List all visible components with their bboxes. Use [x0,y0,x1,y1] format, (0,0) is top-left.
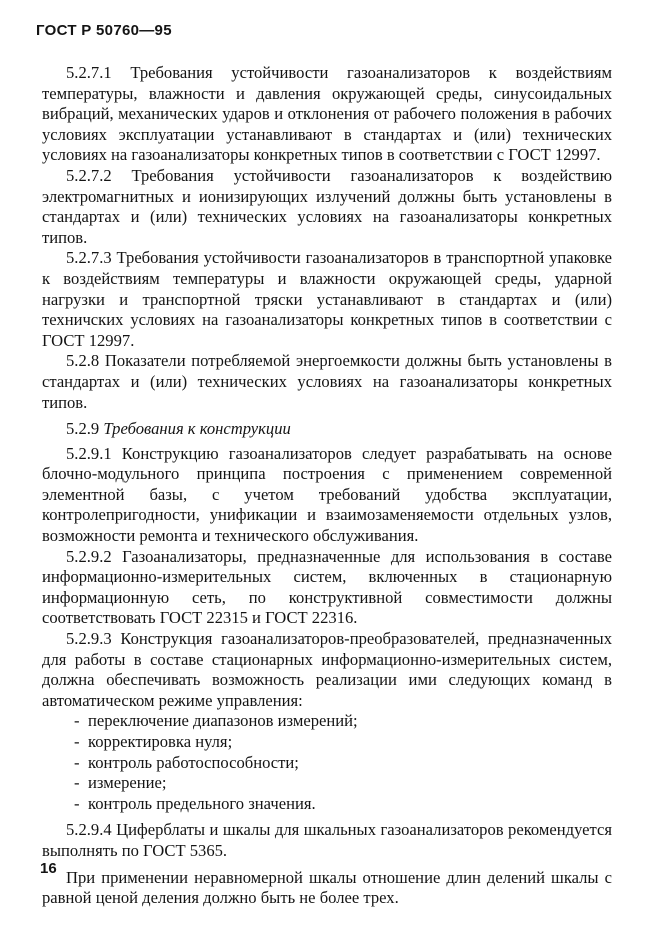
paragraph-5-2-7-3: 5.2.7.3 Требования устойчивости газоанализаторов в транспортной упаковке к воздействиям температуры и влажности окружающей среды, ударной нагрузки и транспортной тряски устанавливают в стандартах и (или) техничских условиях на газоанализаторы конкретных типов в соответствии с ГОСТ 12997. [42,248,612,350]
list-dash: - [74,773,80,793]
paragraph-nonuniform-scale: При применении неравномерной шкалы отношение длин делений шкалы с равной ценой деления должно быть не более трех. [42,867,612,908]
document-body [42,63,612,909]
list-item-text: переключение диапазонов измерений; [88,711,358,731]
paragraph-5-2-9-3: 5.2.9.3 Конструкция газоанализаторов-преобразователей, предназначенных для работы в составе стационарных информационно-измерительных систем, должна обеспечивать возможность реализации ими следующих команд в автоматическом режиме управления: [42,629,612,710]
list-item [74,794,612,815]
list-item [74,773,612,794]
section-heading-5-2-9 [42,419,612,440]
list-item [74,732,612,753]
list-dash: - [74,752,80,772]
list-dash: - [74,711,80,731]
list-item [74,753,612,774]
paragraph-5-2-8: 5.2.8 Показатели потребляемой энергоемкости должны быть установлены в стандартах и (или) технических условиях на газоанализаторы конкретных типов. [42,351,612,412]
paragraph-5-2-9-4: 5.2.9.4 Циферблаты и шкалы для шкальных газоанализаторов рекомендуется выполнять по ГОСТ 5365. [42,820,612,860]
list-item-text: корректировка нуля; [88,732,233,751]
list-dash: - [74,793,80,813]
command-list [42,711,612,814]
list-dash: - [74,732,80,751]
paragraph-5-2-7-1: 5.2.7.1 Требования устойчивости газоанализаторов к воздействиям температуры, влажности и давления окружающей среды, синусоидальных вибраций, механических ударов и отклонения от рабочего положения в рабочих условиях эксплуатации устанавливают в стандартах и (или) технических условиях на газоанализаторы конкретных типов в соответствии с ГОСТ 12997. [42,63,612,165]
paragraph-5-2-7-2: 5.2.7.2 Требования устойчивости газоанализаторов к воздействию электромагнитных и ионизирующих излучений должны быть установлены в стандартах и (или) технических условиях на газоанализаторы конкретных типов. [42,165,612,247]
paragraph-5-2-9-1: 5.2.9.1 Конструкцию газоанализаторов следует разрабатывать на основе блочно-модульного принципа построения с применением современной элементной базы, с учетом требований удобства эксплуатации, контролепригодности, унификации и взаимозаменяемости отдельных узлов, возможности ремонта и технического обслуживания. [42,443,612,546]
list-item-text: измерение; [88,773,167,793]
list-item-text: контроль предельного значения. [88,793,316,813]
page-number: 16 [40,860,57,877]
section-number: 5.2.9 [66,419,100,439]
standard-header: ГОСТ Р 50760—95 [36,22,172,39]
list-item [74,711,612,732]
section-title: Требования к конструкции [103,419,291,439]
paragraph-5-2-9-2: 5.2.9.2 Газоанализаторы, предназначенные для использования в составе информационно-измерительных систем, включенных в стационарную информационную сеть, по конструктивной совместимости должны соответствовать ГОСТ 22315 и ГОСТ 22316. [42,546,612,628]
list-item-text: контроль работоспособности; [88,752,299,772]
